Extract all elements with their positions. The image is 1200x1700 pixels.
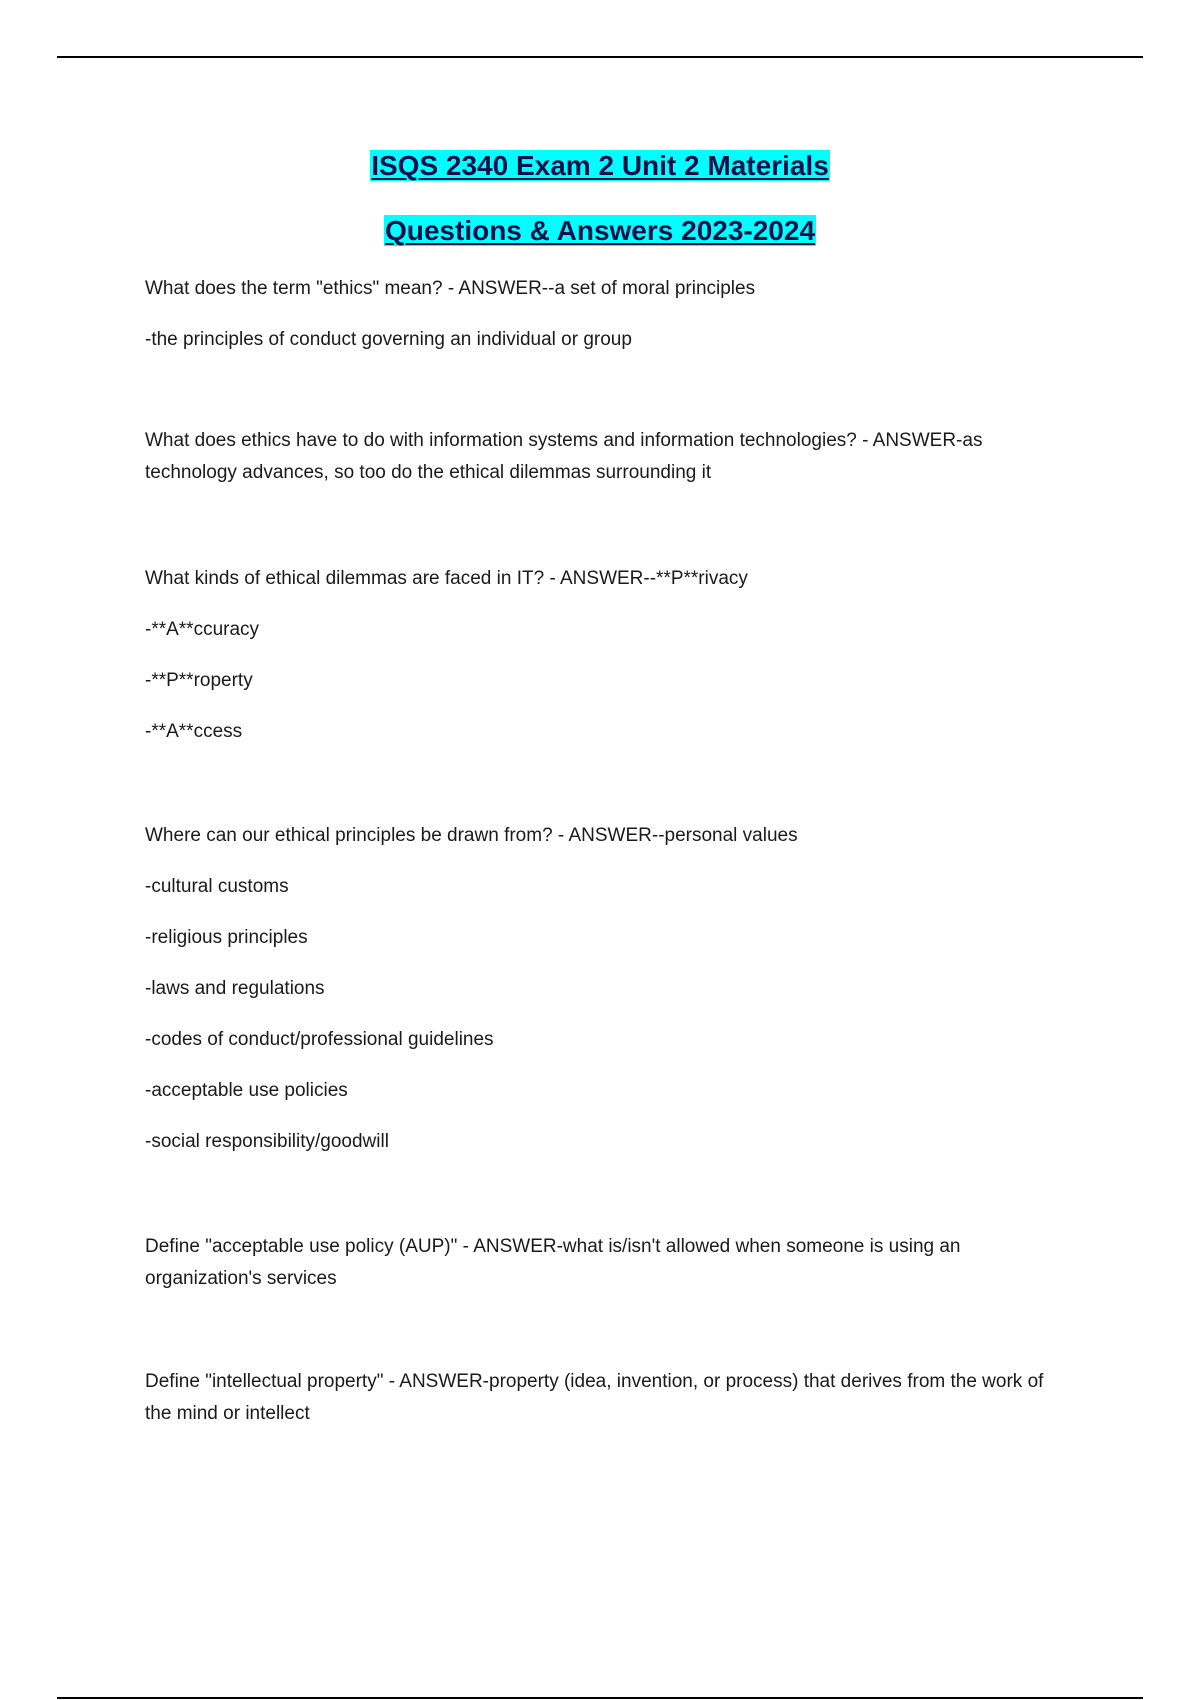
qa-block-ethics: [145, 273, 1065, 356]
answer-item: -cultural customs: [145, 876, 289, 897]
answer-item: -religious principles: [145, 927, 308, 948]
document-title-line-2: Questions & Answers 2023-2024: [384, 215, 816, 246]
answer-item: -acceptable use policies: [145, 1080, 348, 1101]
question-answer: Where can our ethical principles be drawn from? - ANSWER--personal values: [145, 825, 798, 846]
qa-block-principles: [145, 820, 1065, 1158]
question-answer: What does the term "ethics" mean? - ANSWER--a set of moral principles: [145, 278, 756, 299]
question-answer: Define "intellectual property" - ANSWER-property (idea, invention, or process) that derives from the work of the mind or intellect: [145, 1371, 1049, 1424]
answer-item: -the principles of conduct governing an individual or group: [145, 329, 632, 350]
answer-item: -**P**roperty: [145, 670, 253, 691]
question-answer: Define "acceptable use policy (AUP)" - ANSWER-what is/isn't allowed when someone is using an organization's services: [145, 1236, 966, 1289]
document-title-line-1: ISQS 2340 Exam 2 Unit 2 Materials: [371, 150, 829, 181]
qa-block-ethics-it: [145, 425, 1065, 489]
answer-item: -**A**ccuracy: [145, 619, 260, 640]
bottom-rule: [57, 1697, 1143, 1699]
question-answer: What does ethics have to do with information systems and information technologies? - ANSWER-as technology advances, so too do the ethical dilemmas surrounding it: [145, 430, 988, 483]
answer-item: -social responsibility/goodwill: [145, 1131, 389, 1152]
top-rule: [57, 56, 1143, 58]
qa-block-intellectual-property: [145, 1366, 1065, 1430]
question-answer: What kinds of ethical dilemmas are faced in IT? - ANSWER--**P**rivacy: [145, 568, 748, 589]
answer-item: -codes of conduct/professional guidelines: [145, 1029, 494, 1050]
qa-block-dilemmas: [145, 563, 1065, 748]
qa-block-aup: [145, 1231, 1065, 1295]
answer-item: -**A**ccess: [145, 721, 243, 742]
answer-item: -laws and regulations: [145, 978, 325, 999]
